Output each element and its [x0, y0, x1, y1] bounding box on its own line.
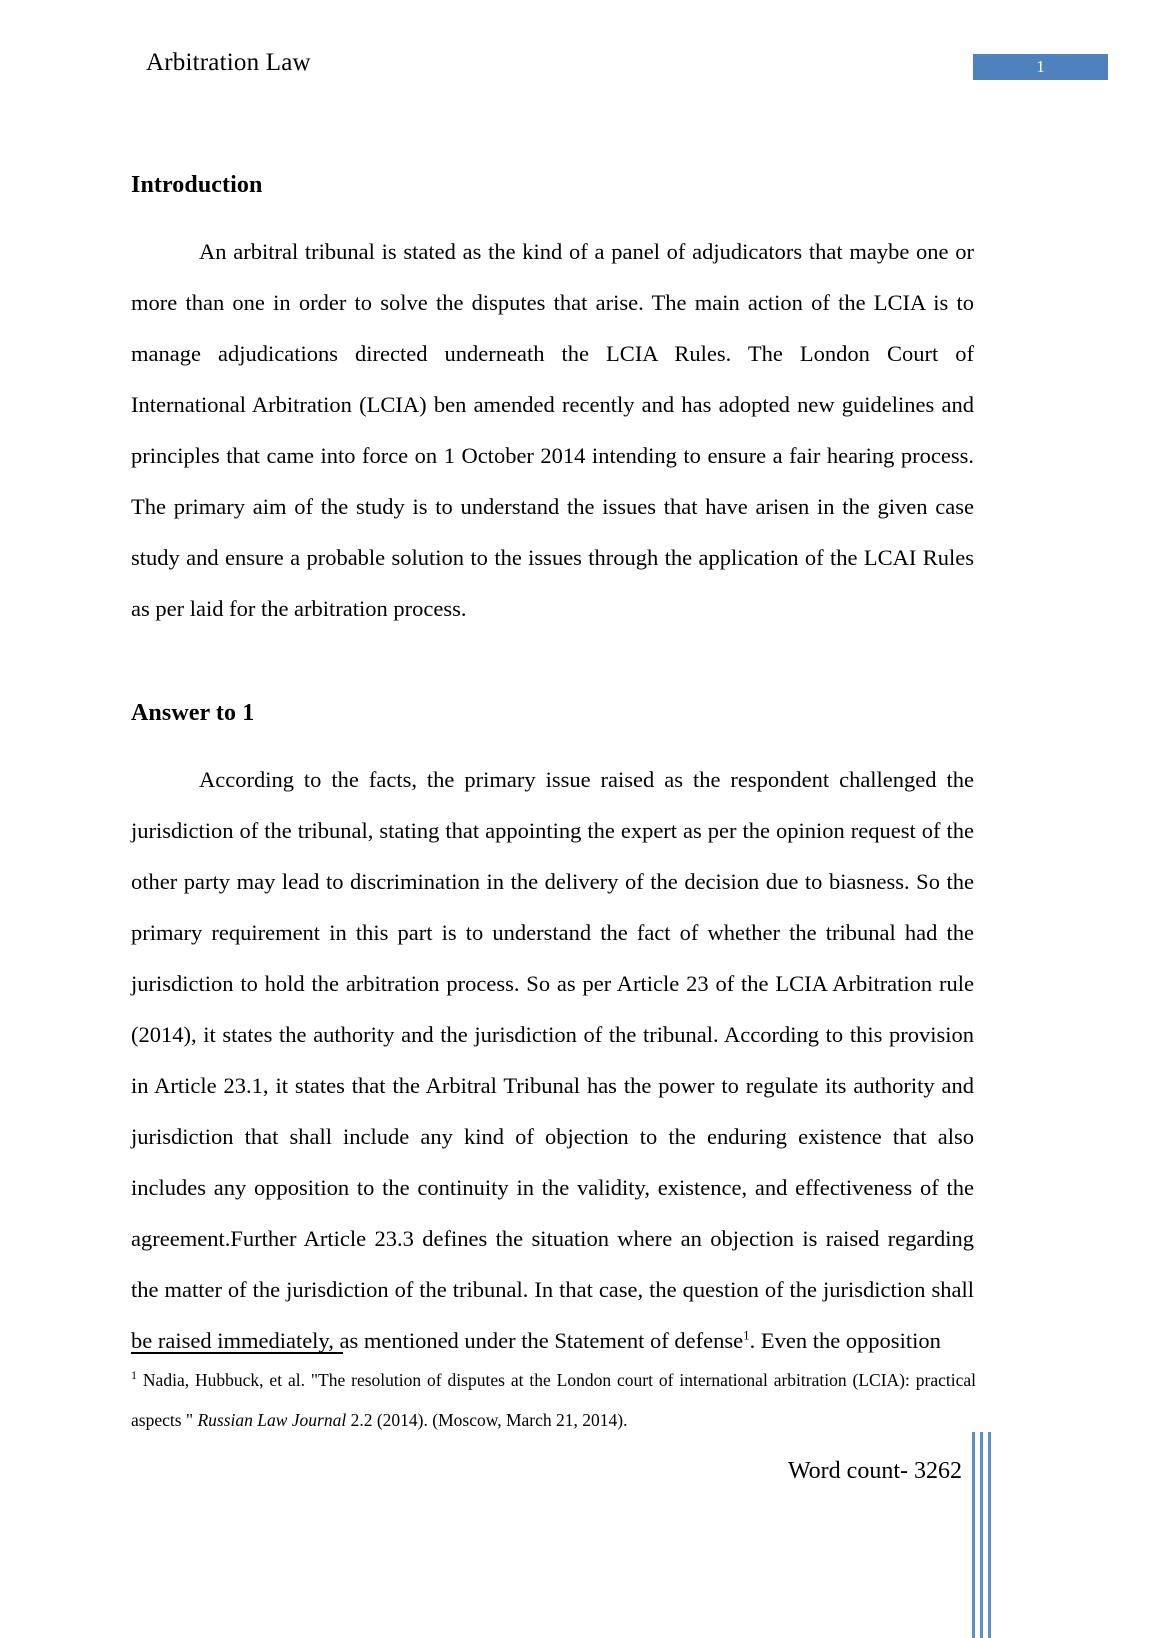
footnote-reference-marker[interactable]: 1 — [743, 1327, 750, 1343]
footnote-citation-text: Nadia, Hubbuck, et al. "The resolution of disputes at the London court of international arbitration (LCIA): practical aspects " — [131, 1370, 977, 1430]
footnote-number: 1 — [131, 1368, 137, 1383]
page-edge-decoration-bars — [972, 1432, 998, 1638]
section-heading-answer-to-1: Answer to 1 — [131, 700, 255, 726]
paragraph-answer-to-1 — [131, 754, 974, 1366]
footnote-journal-title: Russian Law Journal — [197, 1410, 347, 1430]
footnote-citation-details: 2.2 (2014). (Moscow, March 21, 2014). — [350, 1410, 628, 1430]
paragraph-text-after-footnote-marker: . Even the opposition — [749, 1328, 941, 1353]
spacer — [131, 200, 974, 226]
paragraph-introduction: An arbitral tribunal is stated as the kind of a panel of adjudicators that maybe one or more than one in order to solve the disputes that arise. The main action of the LCIA is to manage adjudications directed underneath the LCIA Rules. The London Court of International Arbitration (LCIA) ben amended recently and has adopted new guidelines and principles that came into force on 1 October 2014 intending to ensure a fair hearing process. The primary aim of the study is to understand the issues that have arisen in the given case study and ensure a probable solution to the issues through the application of the LCAI Rules as per laid for the arbitration process. — [131, 239, 974, 621]
document-body — [131, 170, 974, 1366]
edge-bar — [972, 1432, 975, 1638]
page-number-badge: 1 — [973, 54, 1108, 80]
spacer — [131, 634, 974, 698]
footnote-entry — [131, 1360, 976, 1440]
edge-bar — [988, 1432, 991, 1638]
section-heading-introduction: Introduction — [131, 172, 263, 198]
running-head-title: Arbitration Law — [146, 49, 311, 76]
footnote-separator-rule — [131, 1352, 343, 1354]
word-count-label: Word count- 3262 — [787, 1458, 962, 1484]
page-header — [0, 46, 1158, 90]
edge-bar — [980, 1432, 983, 1638]
footnote-section — [131, 1352, 976, 1440]
paragraph-text-before-footnote-marker: According to the facts, the primary issue raised as the respondent challenged the jurisdiction of the tribunal, stating that appointing the expert as per the opinion request of the other party may lead to discrimination in the delivery of the decision due to biasness. So the primary requirement in this part is to understand the fact of whether the tribunal had the jurisdiction to hold the arbitration process. So as per Article 23 of the LCIA Arbitration rule (2014), it states the authority and the jurisdiction of the tribunal. According to this provision in Article 23.1, it states that the Arbitral Tribunal has the power to regulate its authority and jurisdiction that shall include any kind of objection to the enduring existence that also includes any opposition to the continuity in the validity, existence, and effectiveness of the agreement.Further Article 23.3 defines the situation where an objection is raised regarding the matter of the jurisdiction of the tribunal. In that case, the question of the jurisdiction shall be raised immediately, as mentioned under the Statement of defense — [131, 767, 974, 1353]
spacer — [131, 728, 974, 754]
